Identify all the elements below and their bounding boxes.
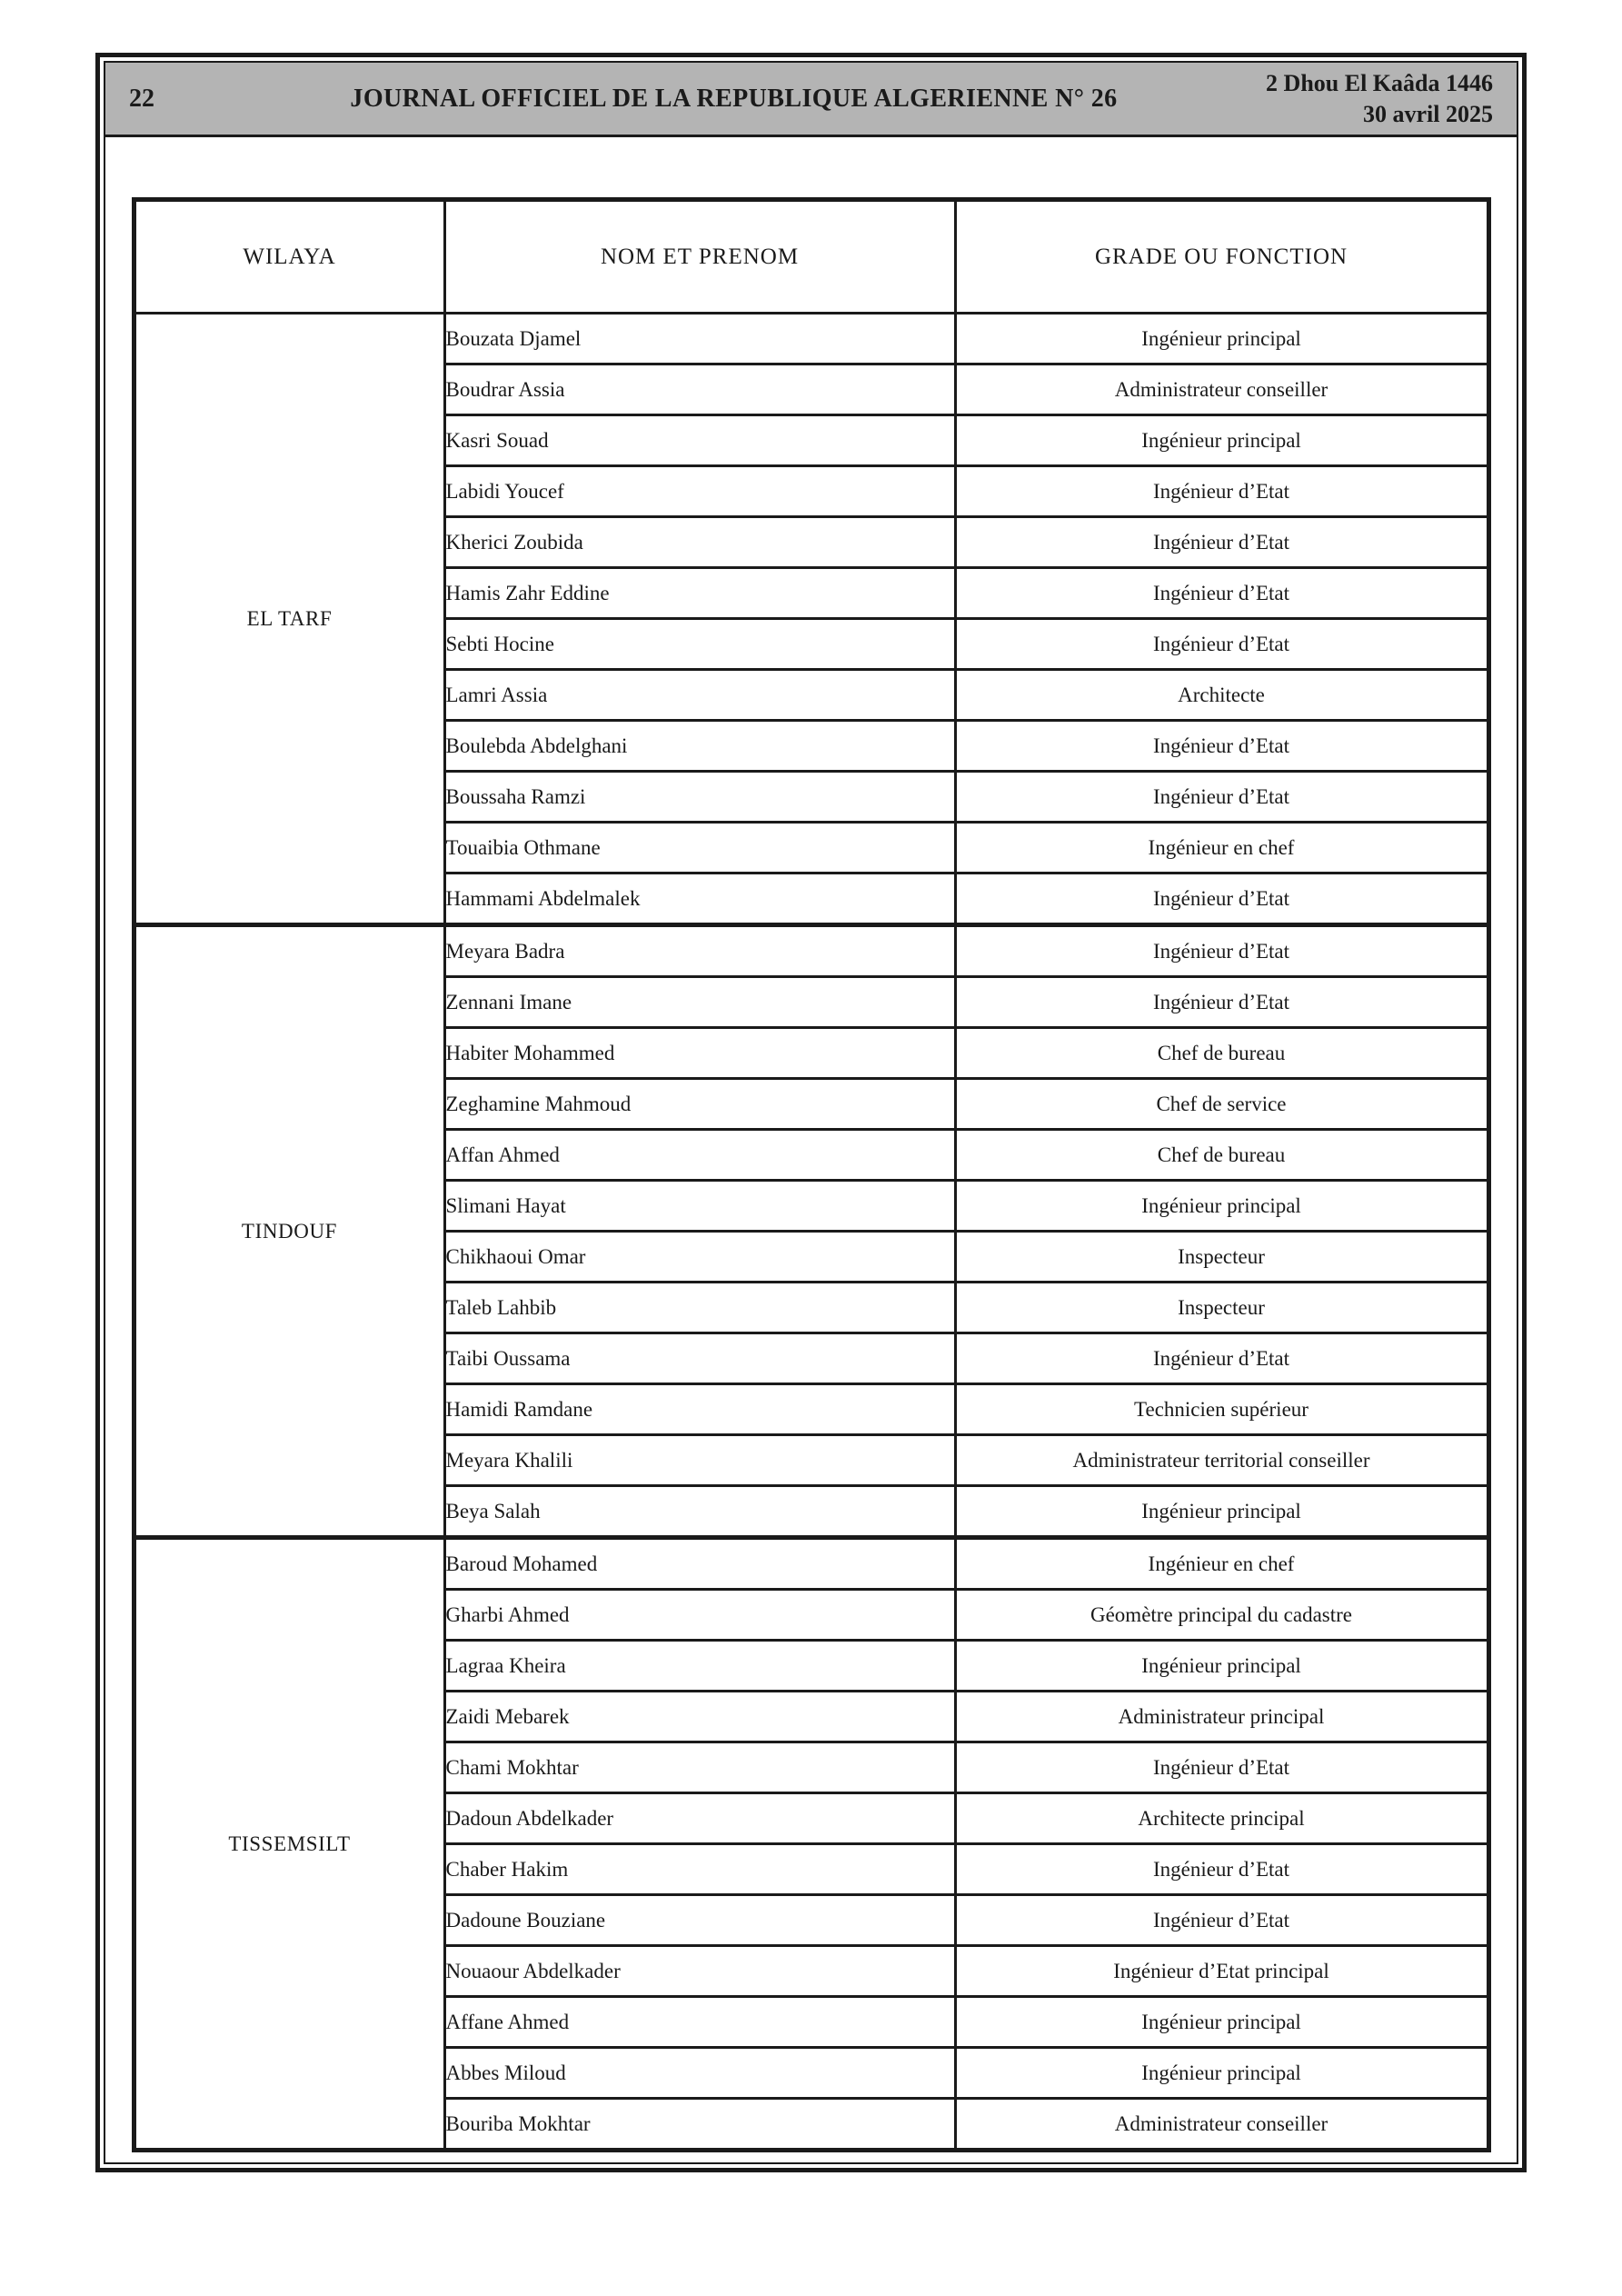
name-cell: Meyara Khalili [444, 1435, 955, 1486]
name-cell: Slimani Hayat [444, 1181, 955, 1232]
grade-cell: Ingénieur d’Etat [955, 977, 1488, 1028]
journal-title: JOURNAL OFFICIEL DE LA REPUBLIQUE ALGERIENNE N° 26 [350, 84, 1118, 113]
grade-cell: Ingénieur d’Etat [955, 1895, 1488, 1946]
date-hijri: 2 Dhou El Kaâda 1446 [1266, 69, 1493, 96]
grade-cell: Administrateur conseiller [955, 364, 1488, 415]
personnel-table [132, 197, 1491, 2152]
table-row [134, 1538, 1488, 1590]
name-cell: Taleb Lahbib [444, 1283, 955, 1333]
name-cell: Labidi Youcef [444, 466, 955, 517]
name-cell: Lagraa Kheira [444, 1641, 955, 1692]
grade-cell: Ingénieur d’Etat [955, 568, 1488, 619]
name-cell: Hamis Zahr Eddine [444, 568, 955, 619]
name-cell: Affan Ahmed [444, 1130, 955, 1181]
grade-cell: Administrateur conseiller [955, 2099, 1488, 2151]
name-cell: Taibi Oussama [444, 1333, 955, 1384]
grade-cell: Administrateur territorial conseiller [955, 1435, 1488, 1486]
grade-cell: Ingénieur d’Etat [955, 619, 1488, 670]
column-header-nom-et-prenom: NOM ET PRENOM [444, 200, 955, 314]
name-cell: Bouzata Djamel [444, 314, 955, 364]
name-cell: Zaidi Mebarek [444, 1692, 955, 1742]
grade-cell: Chef de bureau [955, 1028, 1488, 1079]
name-cell: Boudrar Assia [444, 364, 955, 415]
grade-cell: Ingénieur d’Etat [955, 873, 1488, 925]
column-header-wilaya: WILAYA [134, 200, 444, 314]
page-header-band [105, 63, 1517, 137]
grade-cell: Architecte principal [955, 1793, 1488, 1844]
column-header-grade-ou-fonction: GRADE OU FONCTION [955, 200, 1488, 314]
table-row [134, 314, 1488, 364]
name-cell: Touaibia Othmane [444, 823, 955, 873]
page-frame [95, 53, 1527, 2172]
grade-cell: Géomètre principal du cadastre [955, 1590, 1488, 1641]
grade-cell: Chef de service [955, 1079, 1488, 1130]
page-number: 22 [129, 84, 154, 113]
name-cell: Baroud Mohamed [444, 1538, 955, 1590]
name-cell: Sebti Hocine [444, 619, 955, 670]
grade-cell: Ingénieur principal [955, 314, 1488, 364]
grade-cell: Ingénieur d’Etat [955, 925, 1488, 977]
grade-cell: Architecte [955, 670, 1488, 721]
grade-cell: Inspecteur [955, 1232, 1488, 1283]
grade-cell: Ingénieur en chef [955, 823, 1488, 873]
grade-cell: Ingénieur d’Etat [955, 721, 1488, 772]
date-gregorian: 30 avril 2025 [1363, 100, 1493, 127]
name-cell: Boussaha Ramzi [444, 772, 955, 823]
grade-cell: Ingénieur d’Etat [955, 772, 1488, 823]
page-frame-inner [104, 61, 1518, 2164]
name-cell: Hammami Abdelmalek [444, 873, 955, 925]
grade-cell: Chef de bureau [955, 1130, 1488, 1181]
name-cell: Kherici Zoubida [444, 517, 955, 568]
wilaya-cell: EL TARF [134, 314, 444, 925]
name-cell: Habiter Mohammed [444, 1028, 955, 1079]
name-cell: Nouaour Abdelkader [444, 1946, 955, 1997]
name-cell: Abbes Miloud [444, 2048, 955, 2099]
name-cell: Gharbi Ahmed [444, 1590, 955, 1641]
name-cell: Affane Ahmed [444, 1997, 955, 2048]
name-cell: Zennani Imane [444, 977, 955, 1028]
name-cell: Dadoun Abdelkader [444, 1793, 955, 1844]
grade-cell: Administrateur principal [955, 1692, 1488, 1742]
grade-cell: Ingénieur d’Etat [955, 1844, 1488, 1895]
table-header-row [134, 200, 1488, 314]
name-cell: Boulebda Abdelghani [444, 721, 955, 772]
grade-cell: Ingénieur d’Etat [955, 1333, 1488, 1384]
name-cell: Chami Mokhtar [444, 1742, 955, 1793]
name-cell: Bouriba Mokhtar [444, 2099, 955, 2151]
grade-cell: Ingénieur principal [955, 1181, 1488, 1232]
grade-cell: Ingénieur d’Etat [955, 517, 1488, 568]
name-cell: Chikhaoui Omar [444, 1232, 955, 1283]
grade-cell: Ingénieur principal [955, 2048, 1488, 2099]
name-cell: Zeghamine Mahmoud [444, 1079, 955, 1130]
header-dates [1220, 68, 1493, 130]
grade-cell: Ingénieur d’Etat principal [955, 1946, 1488, 1997]
wilaya-cell: TINDOUF [134, 925, 444, 1538]
name-cell: Dadoune Bouziane [444, 1895, 955, 1946]
name-cell: Chaber Hakim [444, 1844, 955, 1895]
name-cell: Kasri Souad [444, 415, 955, 466]
grade-cell: Ingénieur principal [955, 415, 1488, 466]
name-cell: Meyara Badra [444, 925, 955, 977]
name-cell: Hamidi Ramdane [444, 1384, 955, 1435]
name-cell: Lamri Assia [444, 670, 955, 721]
table-row [134, 925, 1488, 977]
name-cell: Beya Salah [444, 1486, 955, 1538]
grade-cell: Ingénieur en chef [955, 1538, 1488, 1590]
grade-cell: Ingénieur principal [955, 1486, 1488, 1538]
grade-cell: Ingénieur d’Etat [955, 1742, 1488, 1793]
grade-cell: Technicien supérieur [955, 1384, 1488, 1435]
grade-cell: Ingénieur d’Etat [955, 466, 1488, 517]
wilaya-cell: TISSEMSILT [134, 1538, 444, 2151]
grade-cell: Inspecteur [955, 1283, 1488, 1333]
grade-cell: Ingénieur principal [955, 1997, 1488, 2048]
personnel-table-body [134, 314, 1488, 2151]
grade-cell: Ingénieur principal [955, 1641, 1488, 1692]
